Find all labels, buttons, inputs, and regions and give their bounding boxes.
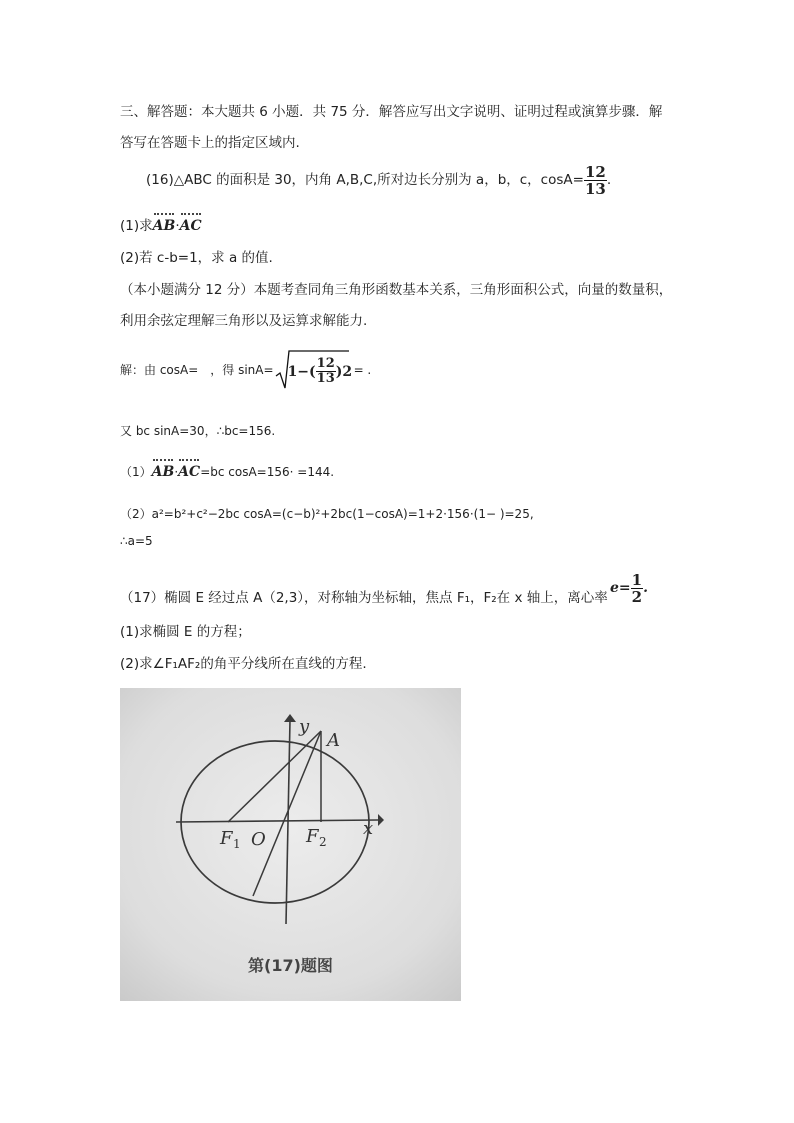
problem-17-q1: (1)求椭圆 E 的方程； (120, 624, 251, 640)
answer-1-vector-ac: AC (178, 458, 200, 482)
answer-1-vector-ab: AB (152, 458, 175, 482)
answer-2-line: （2）a²=b²+c²−2bc cosA=(c−b)²+2bc(1−cosA)=1+2·156·(1− )=25, (120, 507, 534, 521)
vector-ab: AB (153, 212, 176, 236)
section-heading-line-2: 答写在答题卡上的指定区域内. (120, 135, 300, 151)
sqrt-close: )2 (335, 363, 353, 380)
answer-2-result: ∴a=5 (120, 534, 153, 548)
problem-16-note-line-1: （本小题满分 12 分）本题考查同角三角形函数基本关系，三角形面积公式，向量的数量积， (120, 282, 673, 298)
sqrt-fraction (316, 357, 336, 386)
ellipse-figure (120, 688, 461, 1001)
problem-16-stem-text: (16)△ABC 的面积是 30，内角 A,B,C,所对边长分别为 a，b，c，cosA= (146, 172, 584, 188)
problem-16-q1 (120, 212, 202, 236)
label-o: O (251, 829, 266, 850)
answer-1-dot: · (174, 465, 179, 479)
q1-prefix: (1)求 (120, 218, 153, 234)
solution-bc-line: 又 bc sinA=30，∴bc=156. (120, 424, 276, 438)
eccentricity-expression (610, 566, 648, 610)
problem-16-stem (146, 160, 611, 200)
problem-16-q2: (2)若 c-b=1，求 a 的值. (120, 250, 273, 266)
answer-1-rest: =bc cosA=156· =144. (200, 465, 335, 479)
eccentricity-numerator: 1 (631, 570, 643, 589)
ellipse-diagram (120, 688, 461, 1001)
problem-16-note-line-2: 利用余弦定理解三角形以及运算求解能力. (120, 313, 368, 329)
problem-17-stem-text: （17）椭圆 E 经过点 A（2,3），对称轴为坐标轴，焦点 F₁，F₂在 x 轴上，离心率 (120, 590, 608, 606)
eccentricity-equals: = (618, 580, 631, 596)
vector-ac: AC (180, 212, 202, 236)
solution-mid: ，得 sinA= (210, 363, 274, 377)
answer-1-line (120, 458, 334, 482)
cos-fraction (584, 164, 607, 197)
sqrt-one-minus: 1−( (287, 363, 316, 380)
label-f2-subscript: 2 (319, 835, 327, 849)
sqrt-denominator: 13 (316, 371, 335, 386)
eccentricity-end: . (643, 580, 648, 596)
eccentricity-denominator: 2 (631, 587, 643, 606)
solution-end: = . (353, 363, 372, 377)
cos-denominator: 13 (584, 179, 606, 198)
problem-17-stem (120, 566, 608, 610)
label-x: x (363, 818, 374, 839)
sqrt-expression (274, 348, 353, 394)
figure-caption: 第(17)题图 (248, 956, 333, 975)
problem-17-q2: (2)求∠F₁AF₂的角平分线所在直线的方程. (120, 656, 367, 672)
sqrt-numerator: 12 (316, 356, 335, 371)
label-f2: F (306, 826, 319, 847)
answer-1-prefix: （1） (120, 465, 152, 479)
eccentricity-fraction (631, 572, 643, 605)
label-y: y (299, 716, 310, 737)
cos-numerator: 12 (584, 162, 606, 181)
solution-prefix: 解：由 cosA= (120, 363, 199, 377)
problem-16-stem-end: . (606, 172, 612, 188)
eccentricity-symbol: e (610, 580, 619, 596)
label-f1: F (220, 828, 233, 849)
dot-operator: · (175, 218, 180, 234)
section-heading-line-1: 三、解答题：本大题共 6 小题．共 75 分．解答应写出文字说明、证明过程或演算步骤．解 (120, 104, 663, 120)
sqrt-body (288, 352, 353, 392)
label-a: A (327, 730, 340, 751)
solution-line-sina (120, 347, 371, 393)
label-f1-subscript: 1 (233, 837, 241, 851)
